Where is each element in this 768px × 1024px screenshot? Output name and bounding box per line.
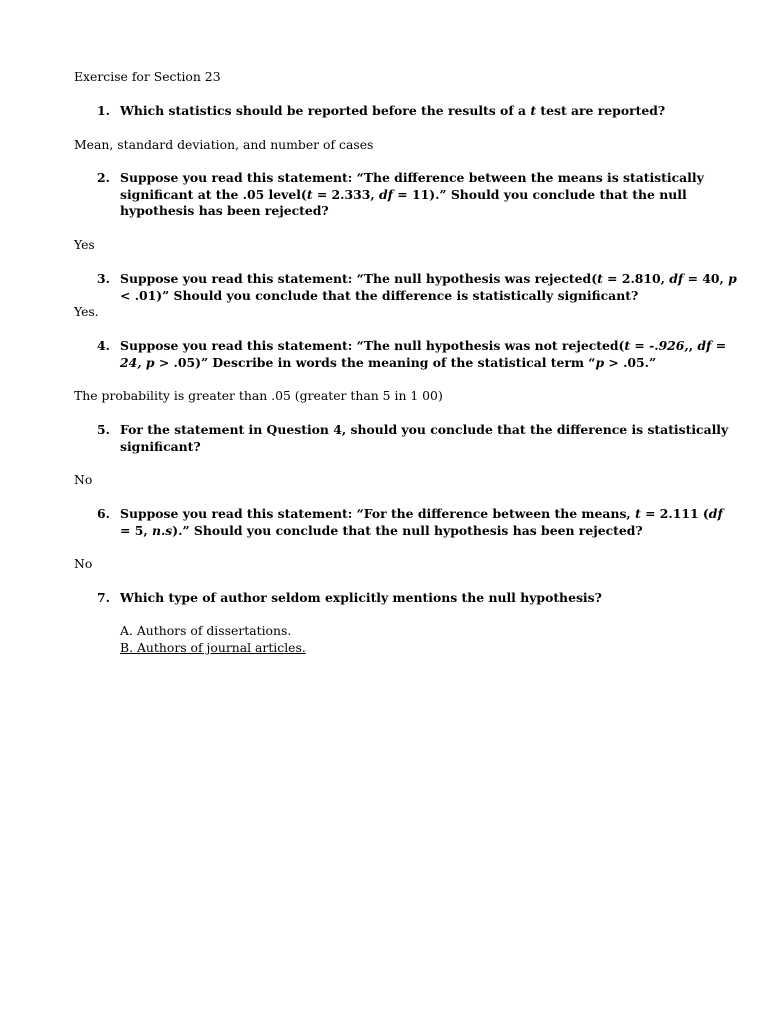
text-run: ).” Should you conclude that the null hypothesis has been rejected? xyxy=(172,522,643,538)
italic-term: t xyxy=(635,506,641,521)
text-run: Suppose you read this statement: “For the difference between the means, xyxy=(120,506,636,521)
question-text-line xyxy=(120,203,700,220)
question-text-line xyxy=(120,523,700,540)
question-text-line xyxy=(120,338,727,355)
text-run: , xyxy=(688,338,698,353)
text-run: > .05)” Describe in words the meaning of the statistical term “ xyxy=(154,354,596,370)
question-number: 7. xyxy=(97,590,110,605)
question-text-line xyxy=(120,103,700,120)
question-text xyxy=(120,506,723,539)
answer-6: No xyxy=(74,556,93,571)
text-run: significant? xyxy=(120,438,201,454)
question-text-line xyxy=(120,170,704,187)
answer-2: Yes xyxy=(74,237,95,252)
text-run: Suppose you read this statement: “The difference between the means is statistically xyxy=(120,170,704,185)
italic-term: 24, xyxy=(120,354,146,370)
text-run: Which statistics should be reported before the results of a xyxy=(120,103,531,118)
text-run: = 2.333, xyxy=(312,186,379,202)
italic-term: p xyxy=(595,354,605,370)
text-run: significant at the .05 level( xyxy=(120,186,307,202)
question-text-line xyxy=(120,187,700,204)
text-run: > .05.” xyxy=(604,354,657,370)
answer-5: No xyxy=(74,472,93,487)
italic-term: n.s xyxy=(151,522,173,538)
question-text-line xyxy=(120,355,700,372)
question-text-line xyxy=(120,590,700,607)
text-run: = 2.111 ( xyxy=(640,506,709,521)
italic-term: t xyxy=(530,103,537,118)
text-run: = 5, xyxy=(120,522,152,538)
question-text xyxy=(120,338,727,371)
question-text-line xyxy=(120,439,700,456)
question-number: 2. xyxy=(97,170,110,185)
text-run: hypothesis has been rejected? xyxy=(120,203,329,219)
text-run: < .01)” Should you conclude that the difference is statistically significant? xyxy=(120,287,639,303)
question-number: 4. xyxy=(97,338,110,353)
italic-term: p xyxy=(728,271,737,286)
italic-term: df xyxy=(669,271,684,286)
text-run: = xyxy=(711,338,727,353)
option-b: B. Authors of journal articles. xyxy=(120,640,306,655)
question-text-line xyxy=(120,506,723,523)
italic-term: df xyxy=(708,506,723,521)
question-number: 5. xyxy=(97,422,110,437)
question-number: 1. xyxy=(97,103,110,118)
answer-4: The probability is greater than .05 (greater than 5 in 1 00) xyxy=(74,388,443,403)
question-text xyxy=(120,271,737,304)
text-run: = 11).” Should you conclude that the null xyxy=(392,186,687,202)
italic-term: p xyxy=(145,354,155,370)
italic-term: t xyxy=(306,186,313,202)
text-run: Suppose you read this statement: “The null hypothesis was not rejected( xyxy=(120,338,625,353)
text-run: = 2.810, xyxy=(602,271,670,286)
italic-term: t xyxy=(597,271,603,286)
question-text xyxy=(120,590,700,607)
question-text xyxy=(120,103,700,120)
question-text-line xyxy=(120,422,729,439)
question-text xyxy=(120,170,704,220)
italic-term: df xyxy=(697,338,712,353)
document-title: Exercise for Section 23 xyxy=(74,69,221,84)
question-text-line xyxy=(120,288,700,305)
answer-1: Mean, standard deviation, and number of cases xyxy=(74,137,374,152)
question-text-line xyxy=(120,271,737,288)
answer-3: Yes. xyxy=(74,304,99,319)
italic-term: t = -.926, xyxy=(624,338,689,353)
question-number: 6. xyxy=(97,506,110,521)
text-run: Suppose you read this statement: “The null hypothesis was rejected( xyxy=(120,271,598,286)
option-a: A. Authors of dissertations. xyxy=(120,623,292,638)
text-run: For the statement in Question 4, should you conclude that the difference is statistically xyxy=(120,422,729,437)
italic-term: df xyxy=(378,186,393,202)
question-text xyxy=(120,422,729,455)
text-run: test are reported? xyxy=(536,103,666,118)
text-run: = 40, xyxy=(683,271,729,286)
text-run: Which type of author seldom explicitly mentions the null hypothesis? xyxy=(120,590,602,605)
question-number: 3. xyxy=(97,271,110,286)
